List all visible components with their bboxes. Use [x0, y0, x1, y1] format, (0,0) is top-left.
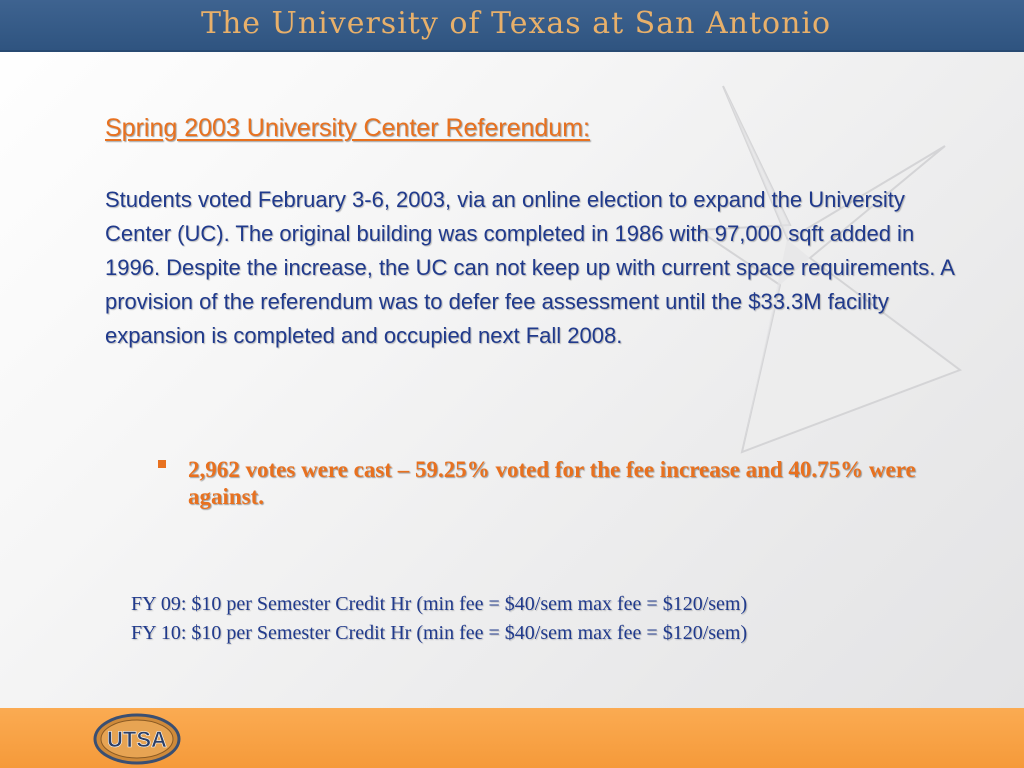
university-title: The University of Texas at San Antonio: [200, 6, 832, 41]
vote-result-bullet: 2,962 votes were cast – 59.25% voted for the fee increase and 40.75% were against.: [188, 457, 916, 509]
bullet-list: [158, 456, 938, 510]
logo-text: UTSA: [107, 727, 167, 752]
title-banner: [0, 0, 1024, 52]
slide-heading: Spring 2003 University Center Referendum:: [105, 114, 590, 142]
fee-schedule: [131, 590, 951, 648]
utsa-logo: [92, 712, 182, 766]
referendum-description: Students voted February 3-6, 2003, via an online election to expand the University Center (UC). The original building was completed in 1986 with 97,000 sqft added in 1996. Despite the increase, the UC can not keep up with current space requirements. A provision of the referendum was to defer fee assessment until the $33.3M facility expansion is completed and occupied next Fall 2008.: [105, 187, 954, 348]
fee-line-fy09: FY 09: $10 per Semester Credit Hr (min fee = $40/sem max fee = $120/sem): [131, 593, 748, 615]
fee-line-fy10: FY 10: $10 per Semester Credit Hr (min fee = $40/sem max fee = $120/sem): [131, 622, 748, 644]
bullet-square-icon: [158, 460, 166, 468]
